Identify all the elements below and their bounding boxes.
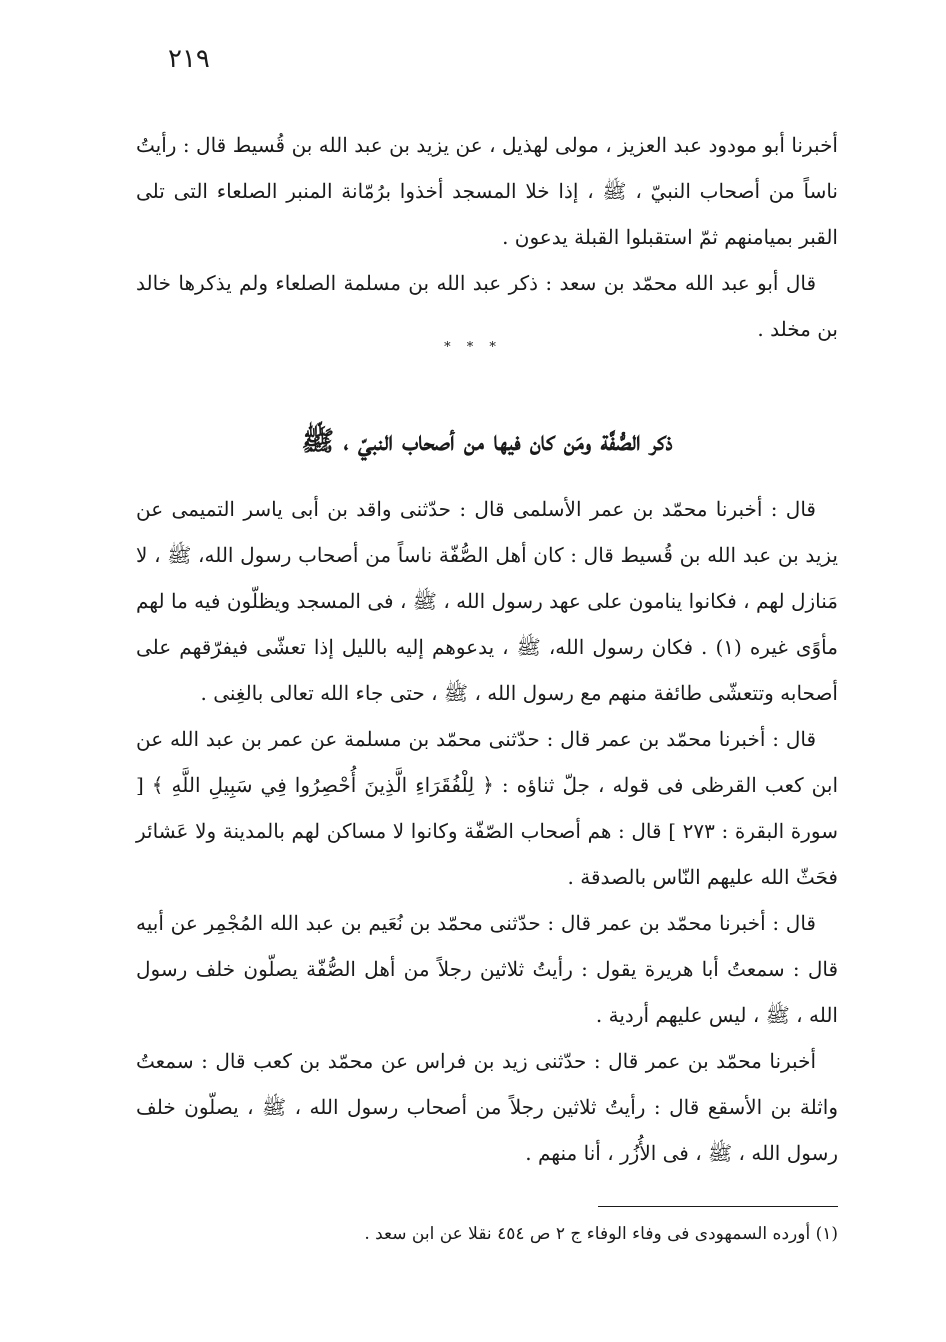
paragraph: قال : أخبرنا محمّد بن عمر قال : حدّثنى محمّد بن مسلمة عن عمر بن عبد الله عن ابن كعب القرظى فى قوله ، جلّ ثناؤه : ﴿ لِلْفُقَرَاءِ الَّذِينَ أُحْصِرُوا فِي سَبِيلِ اللَّهِ ﴾ [ سورة البقرة : ٢٧٣ ] قال : هم أصحاب الصّفّة وكانوا لا مساكن لهم بالمدينة ولا عَشائر فحَثّ الله عليهم النّاس بالصدقة . <box>136 727 839 889</box>
paragraph: قال أبو عبد الله محمّد بن سعد : ذكر عبد الله بن مسلمة الصلعاء ولم يذكرها خالد بن مخلد . <box>136 271 838 341</box>
page-number: ٢١٩ <box>168 44 210 74</box>
paragraph: قال : أخبرنا محمّد بن عمر قال : حدّثنى محمّد بن نُعَيم بن عبد الله المُجْمِر عن أبيه قال : سمعتُ أبا هريرة يقول : رأيتُ ثلاثين رجلاً من أهل الصُّفّة يصلّون خلف رسول الله ، ﷺ ، ليس عليهم أردية . <box>136 911 838 1027</box>
footnote: (١) أورده السمهودى فى وفاء الوفاء ج ٢ ص ٤٥٤ نقلا عن ابن سعد . <box>364 1224 838 1244</box>
section-separator: * * * <box>444 340 502 355</box>
paragraph: قال : أخبرنا محمّد بن عمر الأسلمى قال : حدّثنى واقد بن أبى ياسر التميمى عن يزيد بن عبد الله بن قُسيط قال : كان أهل الصُّفّة ناساً من أصحاب رسول الله، ﷺ ، لا مَنازل لهم ، فكانوا ينامون على عهد رسول الله ، ﷺ ، فى المسجد ويظلّون فيه ما لهم مأوًى غيره (١) . فكان رسول الله، ﷺ ، يدعوهم إليه بالليل إذا تعشّى فيفرّقهم على أصحابه وتتعشّى طائفة منهم مع رسول الله ، ﷺ ، حتى جاء الله تعالى بالغِنى . <box>136 497 838 705</box>
opening-passage <box>136 122 838 352</box>
paragraph: أخبرنا محمّد بن عمر قال : حدّثنى زيد بن فراس عن محمّد بن كعب قال : سمعتُ واثلة بن الأسقع قال : رأيتُ ثلاثين رجلاً من أصحاب رسول الله ، ﷺ ، يصلّون خلف رسول الله ، ﷺ ، فى الأُزُر ، أنا منهم . <box>136 1049 838 1165</box>
paragraph: أخبرنا أبو مودود عبد العزيز ، مولى لهذيل ، عن يزيد بن عبد الله بن قُسيط قال : رأيتُ ناساً من أصحاب النبيّ ، ﷺ ، إذا خلا المسجد أخذوا برُمّانة المنبر الصلعاء التى تلى القبر بميامنهم ثمّ استقبلوا القبلة يدعون . <box>136 133 838 249</box>
section-body <box>136 486 838 1176</box>
section-heading: ذكر الصُّفَّة ومَن كان فيها من أصحاب النبيّ ، ﷺ <box>301 426 673 457</box>
footnote-divider <box>598 1206 838 1207</box>
